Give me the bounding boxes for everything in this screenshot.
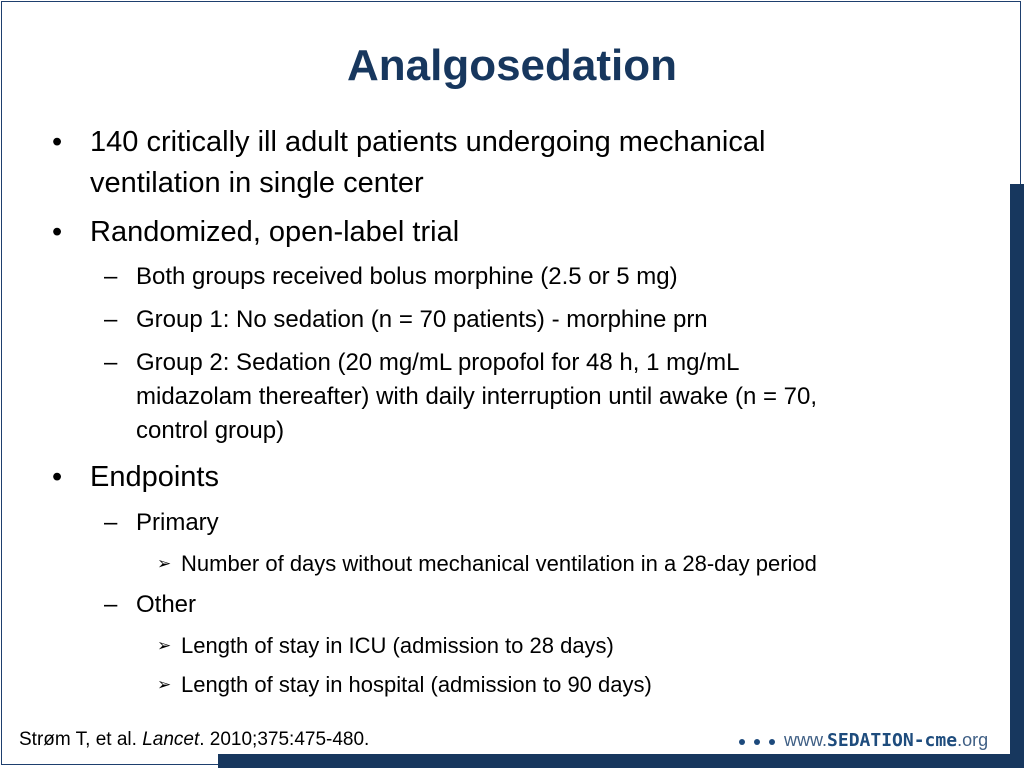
logo-www: www. xyxy=(784,730,828,750)
arrow-marker-icon: ➢ xyxy=(157,675,172,694)
sub-group2-line2: midazolam thereafter) with daily interruption until awake (n = 70, xyxy=(136,383,817,410)
item-icu-stay: Length of stay in ICU (admission to 28 days) xyxy=(181,633,614,658)
bullet-patients-line2: ventilation in single center xyxy=(90,167,424,199)
logo-dot-icon xyxy=(754,739,760,745)
sub-group1: Group 1: No sedation (n = 70 patients) - morphine prn xyxy=(136,306,708,333)
sub-other: Other xyxy=(136,591,197,618)
logo-dot-icon xyxy=(769,739,775,745)
dash-marker: – xyxy=(104,591,118,618)
dash-marker: – xyxy=(104,349,118,376)
logo-main: SEDATION-cme xyxy=(827,730,958,751)
arrow-marker-icon: ➢ xyxy=(157,636,172,655)
citation-journal: Lancet xyxy=(142,729,200,750)
citation xyxy=(19,727,369,753)
citation-details: . 2010;375:475-480. xyxy=(199,729,370,750)
bullet-endpoints: Endpoints xyxy=(90,461,219,493)
arrow-marker-icon: ➢ xyxy=(157,554,172,573)
bullet-marker: • xyxy=(52,126,63,158)
sub-group2-line1: Group 2: Sedation (20 mg/mL propofol for 48 h, 1 mg/mL xyxy=(136,349,740,376)
logo-tail: .org xyxy=(957,730,989,750)
item-days-without-ventilation: Number of days without mechanical ventilation in a 28-day period xyxy=(181,551,817,576)
dash-marker: – xyxy=(104,509,118,536)
slide-title: Analgosedation xyxy=(346,41,678,90)
bullet-marker: • xyxy=(52,216,63,248)
sub-group2-line3: control group) xyxy=(136,417,285,444)
bullet-marker: • xyxy=(52,461,63,493)
dash-marker: – xyxy=(104,263,118,290)
logo-dot-icon xyxy=(739,739,745,745)
sedation-cme-logo xyxy=(739,727,988,753)
dash-marker: – xyxy=(104,306,118,333)
bullet-patients-line1: 140 critically ill adult patients undergoing mechanical xyxy=(90,126,766,158)
sub-primary: Primary xyxy=(136,509,219,536)
item-hospital-stay: Length of stay in hospital (admission to 90 days) xyxy=(181,672,652,697)
sub-bolus-morphine: Both groups received bolus morphine (2.5 or 5 mg) xyxy=(136,263,678,290)
citation-authors: Strøm T, et al. xyxy=(19,729,143,750)
bullet-trial-design: Randomized, open-label trial xyxy=(90,216,460,248)
